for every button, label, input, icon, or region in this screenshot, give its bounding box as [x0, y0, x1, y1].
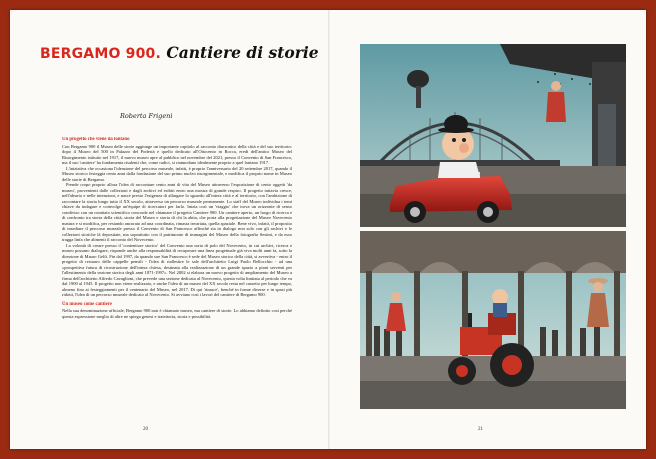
page-number-left: 20	[143, 427, 148, 432]
book-gutter	[328, 10, 330, 449]
title-brand: BERGAMO 900.	[40, 46, 161, 62]
article-body	[62, 137, 292, 420]
section-heading: Un museo come cantiere	[62, 301, 112, 307]
collage-illustration-car	[360, 44, 626, 227]
body-paragraph: Prende corpo proprio allora l'idea di raccontare cento anni di vita del Museo attraverso l'esposizione di cento oggetti 'da museo', provenienti dalle collezioni e dagli archivi ed esibiti entro una mostra di grande respiro. Il progetto tuttavia cresce, nell'ideario e nelle intenzioni, e nasce presto l'esigenza di allargare lo sguardo all'intera città e al territorio, con l'ambizione di raccontare la storia lungo tutto il XX secolo, attraverso un percorso museale permanente. Lo staff del Museo individua i temi chiave da indagare e coinvolge un'équipe di ricercatori per farlo. Inizia così un 'viaggio' che trova un orizzonte di senso condiviso con un comitato scientifico concorde nel chiamare il progetto Cantiere 900. Un cantiere aperto, un luogo di ricerca e di confronto tra storia della città, storia del Museo e storia di chi la abita, che porta alla progettazione del Museo Novecento matura e si modifica, per restando ancorato ad una coordinata, rimasta invariata, quella spaziale. Bene vivo, infatti, il proposito di insediare il percorso museale presso il Convento di San Francesco affinché sia in dialogo non solo con gli archivi e le collezioni storiche là depositate, ma soprattutto con il patrimonio di immagini del Museo della fotografia Sestini, e da esso tragga linfa che alimenti il racconto del Novecento.	[62, 182, 292, 242]
body-paragraph: La volontà di creare presso il 'contenitore storico' del Convento una sorta di polo del Novecento, in cui archivi, ricerca e museo possano dialogare, risponde anche alla responsabilità di recuperare una linea progettuale già viva molti anni fa, sotto la direzione di Mauro Gelfi. Fin dal 1997, da quando sue San Francesco è sede del Museo storico della città, si avvertiva - entro il progetto di restauro delle cappelle pensili - l'idea di riallestire le sale dell'architetto Luigi Paolo Bellocchio - ad una «prospettiva futura di ricostruzione dell'intera chiesa, destinata alla realizzazione di un grande spazio a piani serventi per l'allestimento della sezione storica degli anni 1871-1997». Nel 2002 si elabora un nuovo progetto di ampliamento del Museo a firma dell'architetto Alfredo Cavaglioni, che prevede una sezione dedicata al Novecento, questa volta limitata al periodo che va dal 1900 al 1945. Il progetto non viene realizzato, e anche l'idea di un museo del XX secolo resta nel cassetto per lungo tempo, almeno fino ai festeggiamenti per il centenario del Museo, nel 2017. Di qui 'rinasce', benché in forme diverse e in spazi più ridotti, l'idea di un percorso museale dedicato al Novecento. Si avviano così i lavori del cantiere di Bergamo 900.	[62, 242, 292, 297]
body-paragraph: L'iniziativa che occasiona l'ideazione del percorso museale, infatti, è proprio l'anniversario del 20 settembre 2017, quando il Museo storico festeggia cento anni dalla fondazione del suo primo nucleo risorgimentale, e modifica il proprio nome in Museo delle storie di Bergamo.	[62, 165, 292, 182]
book-spread	[10, 10, 646, 449]
article-title	[40, 43, 330, 62]
section-heading: Un progetto che viene da lontano	[62, 137, 130, 142]
page-number-right: 21	[478, 427, 483, 432]
body-paragraph: Con Bergamo 900 il Museo delle storie aggiunge un importante capitolo al racconto diacronico della città e del suo territorio: dopo il Museo del 500 in Palazzo del Podestà e quello dedicato all'Ottocento in Rocca, eredi dell'antico Museo del Risorgimento istituito nel 1917, il nuovo museo apre al pubblico nel novembre del 2021, presso il Convento di San Francesco, ma il suo 'cantiere' ha fondamenta risalenti che, come radici, si riannodano idealmente proprio a quel lontano 1917.	[62, 143, 292, 165]
author-name: Roberta Frigeni	[120, 112, 173, 120]
collage-illustration-tractor	[360, 231, 626, 409]
body-paragraph: Nella sua denominazione ufficiale, Bergamo 900 non è chiamato museo, ma cantiere di storie. Lo abbiamo definito così perché questa espressione meglio di altre ne spiega genesi e traiettoria, storia e possibilità.	[62, 308, 292, 319]
title-subtitle: Cantiere di storie	[161, 43, 319, 62]
